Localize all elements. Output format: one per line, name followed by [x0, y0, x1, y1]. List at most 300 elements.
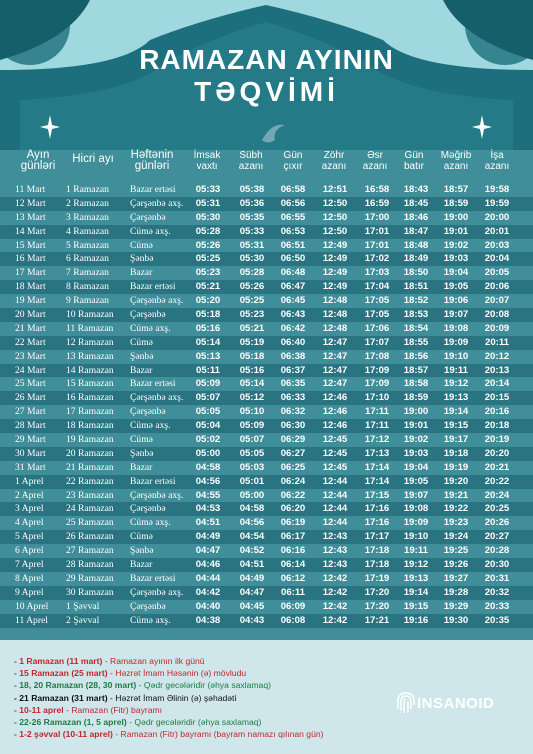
table-row	[0, 183, 533, 197]
cell-sunrise: 06:43	[280, 309, 306, 321]
cell-sunset: 19:16	[403, 614, 429, 626]
cell-date: 18 Mart	[15, 281, 46, 293]
cell-imsak: 05:07	[195, 392, 221, 404]
cell-isha: 20:14	[484, 378, 510, 390]
cell-imsak: 04:58	[195, 461, 221, 473]
brand-name: INSANOID	[417, 695, 495, 712]
cell-isha: 20:00	[484, 211, 510, 223]
cell-imsak: 05:33	[195, 184, 221, 195]
legend-text: - Həzrət İmam Əlinin (ə) şəhadəti	[107, 692, 237, 703]
cell-sunrise: 06:27	[280, 447, 306, 459]
cell-isha: 20:32	[484, 586, 510, 598]
cell-isha: 20:28	[484, 545, 510, 557]
cell-isha: 20:09	[484, 322, 510, 334]
cell-subh: 05:12	[239, 392, 265, 404]
cell-subh: 05:19	[239, 336, 265, 348]
cell-subh: 05:36	[239, 197, 265, 209]
header-date: Ayın günləri	[20, 149, 56, 172]
cell-asr: 17:01	[364, 239, 390, 251]
cell-asr: 17:11	[364, 420, 389, 432]
cell-asr: 17:20	[364, 600, 390, 612]
cell-sunset: 18:48	[403, 239, 429, 251]
cell-zohr: 12:47	[322, 378, 348, 390]
cell-asr: 17:11	[364, 406, 389, 418]
table-row	[0, 266, 533, 280]
cell-zohr: 12:44	[322, 517, 348, 529]
table-row	[0, 377, 533, 391]
cell-zohr: 12:50	[322, 197, 348, 209]
cell-date: 10 Aprel	[15, 600, 49, 612]
cell-sunset: 19:12	[403, 559, 429, 571]
cell-zohr: 12:48	[322, 309, 348, 321]
cell-hijri: 12 Ramazan	[66, 336, 114, 348]
cell-zohr: 12:45	[322, 447, 348, 459]
cell-imsak: 05:14	[195, 336, 221, 348]
cell-weekday: Bazar ertəsi	[130, 572, 176, 584]
cell-sunrise: 06:33	[280, 392, 306, 404]
cell-weekday: Bazar	[130, 461, 153, 473]
table-row	[0, 350, 533, 364]
cell-hijri: 9 Ramazan	[66, 295, 109, 307]
cell-weekday: Çərşənbə	[130, 309, 166, 321]
cell-hijri: 25 Ramazan	[66, 517, 114, 529]
cell-hijri: 2 Ramazan	[66, 197, 109, 209]
cell-hijri: 8 Ramazan	[66, 281, 109, 293]
cell-hijri: 1 Ramazan	[66, 184, 109, 195]
cell-imsak: 04:40	[195, 600, 221, 612]
cell-asr: 17:03	[364, 267, 390, 279]
cell-hijri: 29 Ramazan	[66, 572, 114, 584]
table-row	[0, 322, 533, 336]
cell-subh: 05:03	[239, 461, 265, 473]
cell-zohr: 12:42	[322, 600, 348, 612]
cell-weekday: Şənbə	[130, 253, 154, 265]
cell-hijri: 4 Ramazan	[66, 225, 109, 237]
cell-sunset: 18:57	[403, 364, 429, 376]
legend-key: - 1 Ramazan (11 mart)	[14, 656, 103, 666]
cell-isha: 20:31	[484, 572, 510, 584]
cell-maghrib: 19:24	[443, 531, 469, 543]
legend-item	[14, 655, 394, 667]
cell-maghrib: 19:00	[443, 211, 469, 223]
cell-zohr: 12:49	[322, 239, 348, 251]
cell-sunset: 19:07	[403, 489, 429, 501]
page-title-line1: RAMAZAN AYININ	[139, 44, 394, 75]
cell-hijri: 24 Ramazan	[66, 503, 114, 515]
legend-key: - 21 Ramazan (31 mart)	[14, 692, 108, 703]
cell-isha: 20:13	[484, 364, 510, 376]
cell-maghrib: 19:30	[443, 614, 469, 626]
cell-sunrise: 06:16	[280, 545, 306, 557]
cell-subh: 05:30	[239, 253, 265, 265]
header-subh: Sübh azanı	[238, 150, 264, 172]
cell-weekday: Çərşənbə	[130, 503, 166, 515]
cell-isha: 20:26	[484, 517, 510, 529]
cell-sunset: 18:45	[403, 197, 429, 209]
cell-sunset: 19:14	[403, 586, 429, 598]
cell-subh: 05:25	[239, 295, 265, 307]
cell-sunset: 18:59	[403, 392, 429, 404]
cell-maghrib: 19:06	[443, 295, 469, 307]
cell-date: 23 Mart	[15, 350, 46, 362]
cell-sunrise: 06:12	[280, 572, 306, 584]
table-row	[0, 530, 533, 544]
cell-zohr: 12:44	[322, 489, 348, 501]
legend	[14, 655, 394, 740]
cell-imsak: 04:49	[195, 531, 221, 543]
brand-logo	[395, 688, 515, 718]
table-row	[0, 489, 533, 503]
table-row	[0, 225, 533, 239]
table-row	[0, 447, 533, 461]
cell-hijri: 27 Ramazan	[66, 545, 114, 557]
cell-asr: 17:16	[364, 503, 390, 515]
cell-weekday: Bazar	[130, 267, 153, 279]
cell-imsak: 05:26	[195, 239, 221, 251]
cell-sunrise: 06:17	[280, 531, 306, 543]
cell-sunset: 18:43	[403, 184, 429, 195]
cell-subh: 04:51	[239, 559, 265, 571]
cell-sunrise: 06:40	[280, 336, 306, 348]
cell-sunset: 18:56	[403, 350, 429, 362]
cell-sunrise: 06:22	[280, 489, 306, 501]
table-row	[0, 294, 533, 308]
header-sunset: Gün batır	[403, 150, 424, 172]
cell-sunset: 19:04	[403, 461, 429, 473]
cell-weekday: Bazar	[130, 364, 153, 376]
cell-isha: 20:35	[484, 614, 510, 626]
cell-sunset: 18:53	[403, 309, 429, 321]
cell-zohr: 12:51	[322, 184, 348, 195]
cell-hijri: 23 Ramazan	[66, 489, 114, 501]
cell-maghrib: 19:11	[443, 364, 468, 376]
cell-weekday: Cümə	[130, 434, 153, 446]
table-row	[0, 252, 533, 266]
cell-imsak: 05:20	[195, 295, 221, 307]
cell-zohr: 12:49	[322, 267, 348, 279]
cell-subh: 04:49	[239, 572, 265, 584]
cell-asr: 17:21	[364, 614, 390, 626]
cell-imsak: 05:21	[195, 281, 221, 293]
cell-date: 22 Mart	[15, 336, 46, 348]
cell-zohr: 12:50	[322, 211, 348, 223]
cell-imsak: 05:28	[195, 225, 221, 237]
legend-item	[14, 679, 394, 691]
sparkle-icon	[40, 115, 60, 139]
cell-maghrib: 19:26	[443, 559, 469, 571]
table-row	[0, 391, 533, 405]
cell-maghrib: 19:19	[443, 461, 469, 473]
cell-zohr: 12:46	[322, 420, 348, 432]
cell-imsak: 04:51	[195, 517, 221, 529]
table-row	[0, 614, 533, 628]
cell-weekday: Cümə axş.	[130, 517, 171, 529]
cell-maghrib: 19:13	[443, 392, 469, 404]
cell-isha: 20:18	[484, 420, 510, 432]
cell-date: 26 Mart	[15, 392, 46, 404]
cell-subh: 05:01	[239, 475, 265, 487]
cell-asr: 16:58	[364, 184, 390, 195]
fingerprint-icon	[395, 691, 417, 715]
cell-weekday: Bazar	[130, 559, 153, 571]
table-row	[0, 516, 533, 530]
cell-zohr: 12:43	[322, 531, 348, 543]
cell-imsak: 05:11	[195, 364, 220, 376]
table-row	[0, 586, 533, 600]
cell-asr: 17:09	[364, 378, 390, 390]
cell-hijri: 11 Ramazan	[66, 322, 114, 334]
cell-date: 20 Mart	[15, 309, 46, 321]
legend-text: - Qədr gecələridir (əhya saxlamaq)	[136, 680, 271, 691]
cell-maghrib: 19:01	[443, 225, 469, 237]
cell-sunset: 19:13	[403, 572, 429, 584]
cell-asr: 17:05	[364, 309, 390, 321]
cell-isha: 20:24	[484, 489, 510, 501]
cell-weekday: Çərşənbə	[130, 406, 166, 418]
legend-item	[14, 728, 394, 740]
cell-date: 17 Mart	[15, 267, 46, 279]
cell-isha: 20:01	[484, 225, 510, 237]
cell-date: 15 Mart	[15, 239, 46, 251]
cell-date: 4 Aprel	[15, 517, 44, 529]
table-header	[0, 150, 533, 180]
cell-asr: 17:13	[364, 447, 390, 459]
cell-isha: 20:06	[484, 281, 510, 293]
cell-hijri: 1 Şəvval	[66, 600, 100, 612]
cell-weekday: Çərşənbə axş.	[130, 586, 184, 598]
cell-sunset: 18:52	[403, 295, 429, 307]
cell-weekday: Şənbə	[130, 447, 154, 459]
cell-imsak: 04:46	[195, 559, 221, 571]
cell-sunrise: 06:32	[280, 406, 306, 418]
cell-zohr: 12:46	[322, 406, 348, 418]
cell-zohr: 12:44	[322, 503, 348, 515]
cell-date: 11 Mart	[15, 184, 46, 195]
cell-subh: 04:56	[239, 517, 265, 529]
legend-text: - Qədr gecələridir (əhya saxlamaq)	[126, 716, 262, 727]
cell-subh: 04:54	[239, 531, 265, 543]
cell-date: 11 Aprel	[15, 614, 48, 626]
cell-asr: 17:12	[364, 434, 390, 446]
cell-isha: 20:33	[484, 600, 510, 612]
table-row	[0, 558, 533, 572]
cell-maghrib: 19:08	[443, 322, 469, 334]
table-row	[0, 572, 533, 586]
cell-hijri: 21 Ramazan	[66, 461, 114, 473]
cell-hijri: 26 Ramazan	[66, 531, 114, 543]
cell-weekday: Bazar ertəsi	[130, 281, 176, 293]
header-hijri: Hicri ayı	[72, 153, 114, 165]
cell-hijri: 18 Ramazan	[66, 420, 114, 432]
cell-isha: 19:58	[484, 184, 510, 195]
legend-key: - 15 Ramazan (25 mart)	[14, 668, 108, 679]
table-row	[0, 502, 533, 516]
cell-date: 24 Mart	[15, 364, 46, 376]
cell-maghrib: 19:02	[443, 239, 469, 251]
cell-maghrib: 19:14	[443, 406, 469, 418]
cell-isha: 20:27	[484, 531, 510, 543]
cell-maghrib: 18:59	[443, 197, 469, 209]
cell-isha: 20:08	[484, 309, 510, 321]
cell-imsak: 05:05	[195, 406, 221, 418]
cell-maghrib: 19:28	[443, 586, 469, 598]
cell-isha: 20:11	[484, 336, 509, 348]
cell-asr: 17:07	[364, 336, 390, 348]
table-row	[0, 475, 533, 489]
cell-subh: 05:10	[239, 406, 265, 418]
cell-asr: 16:59	[364, 197, 390, 209]
cell-subh: 05:38	[239, 184, 265, 195]
cell-sunset: 18:46	[403, 211, 429, 223]
legend-text: - Həzrət İmam Həsənin (ə) mövludu	[107, 668, 247, 679]
cell-zohr: 12:48	[322, 295, 348, 307]
cell-hijri: 20 Ramazan	[66, 447, 114, 459]
cell-asr: 17:14	[364, 475, 390, 487]
legend-item	[14, 716, 394, 728]
cell-zohr: 12:42	[322, 586, 348, 598]
cell-asr: 17:01	[364, 225, 390, 237]
cell-hijri: 22 Ramazan	[66, 475, 114, 487]
cell-date: 6 Aprel	[15, 545, 44, 557]
cell-zohr: 12:44	[322, 475, 348, 487]
cell-sunset: 19:08	[403, 503, 429, 515]
cell-subh: 05:07	[239, 434, 265, 446]
cell-imsak: 05:18	[195, 309, 221, 321]
cell-imsak: 05:04	[195, 420, 221, 432]
cell-imsak: 05:09	[195, 378, 221, 390]
cell-hijri: 5 Ramazan	[66, 239, 109, 251]
cell-sunset: 18:55	[403, 336, 429, 348]
table-row	[0, 419, 533, 433]
cell-sunrise: 06:58	[280, 184, 306, 195]
cell-hijri: 19 Ramazan	[66, 434, 114, 446]
cell-imsak: 05:00	[195, 447, 221, 459]
cell-sunrise: 06:45	[280, 295, 306, 307]
cell-maghrib: 19:04	[443, 267, 469, 279]
cell-sunset: 19:09	[403, 517, 429, 529]
cell-subh: 05:28	[239, 267, 265, 279]
cell-imsak: 05:30	[195, 211, 221, 223]
cell-zohr: 12:47	[322, 336, 348, 348]
cell-imsak: 04:55	[195, 489, 221, 501]
cell-sunset: 18:47	[403, 225, 429, 237]
cell-sunset: 18:51	[403, 281, 429, 293]
cell-sunrise: 06:11	[280, 586, 305, 598]
cell-subh: 05:26	[239, 281, 265, 293]
cell-isha: 20:16	[484, 406, 510, 418]
table-row	[0, 600, 533, 614]
cell-sunrise: 06:30	[280, 420, 306, 432]
cell-isha: 20:21	[484, 461, 510, 473]
cell-zohr: 12:47	[322, 364, 348, 376]
cell-zohr: 12:47	[322, 350, 348, 362]
cell-sunrise: 06:20	[280, 503, 306, 515]
cell-date: 25 Mart	[15, 378, 46, 390]
cell-asr: 17:15	[364, 489, 390, 501]
cell-weekday: Cümə axş.	[130, 614, 171, 626]
cell-maghrib: 19:10	[443, 350, 469, 362]
cell-maghrib: 19:17	[443, 434, 469, 446]
legend-item	[14, 667, 394, 679]
cell-date: 28 Mart	[15, 420, 46, 432]
cell-maghrib: 19:23	[443, 517, 469, 529]
cell-hijri: 30 Ramazan	[66, 586, 114, 598]
cell-imsak: 04:56	[195, 475, 221, 487]
cell-maghrib: 19:27	[443, 572, 469, 584]
cell-isha: 20:20	[484, 447, 510, 459]
cell-isha: 20:05	[484, 267, 510, 279]
cell-sunrise: 06:09	[280, 600, 306, 612]
table-row	[0, 197, 533, 211]
cell-maghrib: 19:22	[443, 503, 469, 515]
table-row	[0, 364, 533, 378]
cell-asr: 17:18	[364, 559, 390, 571]
cell-imsak: 04:44	[195, 572, 221, 584]
cell-isha: 20:07	[484, 295, 510, 307]
cell-weekday: Cümə axş.	[130, 322, 171, 334]
cell-asr: 17:09	[364, 364, 390, 376]
cell-weekday: Bazar ertəsi	[130, 378, 176, 390]
cell-sunset: 19:00	[403, 406, 429, 418]
cell-asr: 17:00	[364, 211, 390, 223]
cell-date: 8 Aprel	[15, 572, 44, 584]
cell-imsak: 05:02	[195, 434, 221, 446]
cell-sunrise: 06:50	[280, 253, 306, 265]
cell-weekday: Çərşənbə axş.	[130, 197, 184, 209]
cell-weekday: Cümə axş.	[130, 225, 171, 237]
table-row	[0, 461, 533, 475]
cell-sunrise: 06:37	[280, 364, 306, 376]
cell-date: 1 Aprel	[15, 475, 44, 487]
cell-imsak: 04:47	[195, 545, 221, 557]
cell-date: 7 Aprel	[15, 559, 44, 571]
table-row	[0, 239, 533, 253]
header-weekday: Həftənin günləri	[130, 149, 174, 172]
cell-hijri: 28 Ramazan	[66, 559, 114, 571]
cell-imsak: 04:53	[195, 503, 221, 515]
cell-weekday: Bazar ertəsi	[130, 184, 176, 195]
cell-weekday: Cümə axş.	[130, 420, 171, 432]
cell-imsak: 05:31	[195, 197, 221, 209]
cell-hijri: 2 Şəvval	[66, 614, 100, 626]
header-imsak: İmsak vaxtı	[193, 150, 221, 172]
header-asr: Əsr azanı	[362, 150, 388, 172]
cell-asr: 17:18	[364, 545, 390, 557]
table-row	[0, 544, 533, 558]
cell-weekday: Çərşənbə axş.	[130, 392, 184, 404]
cell-sunrise: 06:47	[280, 281, 306, 293]
cell-isha: 20:15	[484, 392, 510, 404]
cell-maghrib: 19:07	[443, 309, 469, 321]
cell-sunset: 19:10	[403, 531, 429, 543]
cell-sunset: 18:58	[403, 378, 429, 390]
cell-isha: 20:03	[484, 239, 510, 251]
cell-asr: 17:02	[364, 253, 390, 265]
cell-subh: 04:45	[239, 600, 265, 612]
cell-sunrise: 06:48	[280, 267, 306, 279]
table-row	[0, 211, 533, 225]
cell-subh: 05:05	[239, 447, 265, 459]
cell-asr: 17:14	[364, 461, 390, 473]
cell-asr: 17:16	[364, 517, 390, 529]
cell-sunset: 19:01	[403, 420, 429, 432]
cell-weekday: Cümə	[130, 239, 153, 251]
cell-subh: 05:33	[239, 225, 265, 237]
cell-sunrise: 06:29	[280, 434, 306, 446]
cell-isha: 20:25	[484, 503, 510, 515]
cell-imsak: 04:42	[195, 586, 221, 598]
cell-weekday: Cümə	[130, 336, 153, 348]
